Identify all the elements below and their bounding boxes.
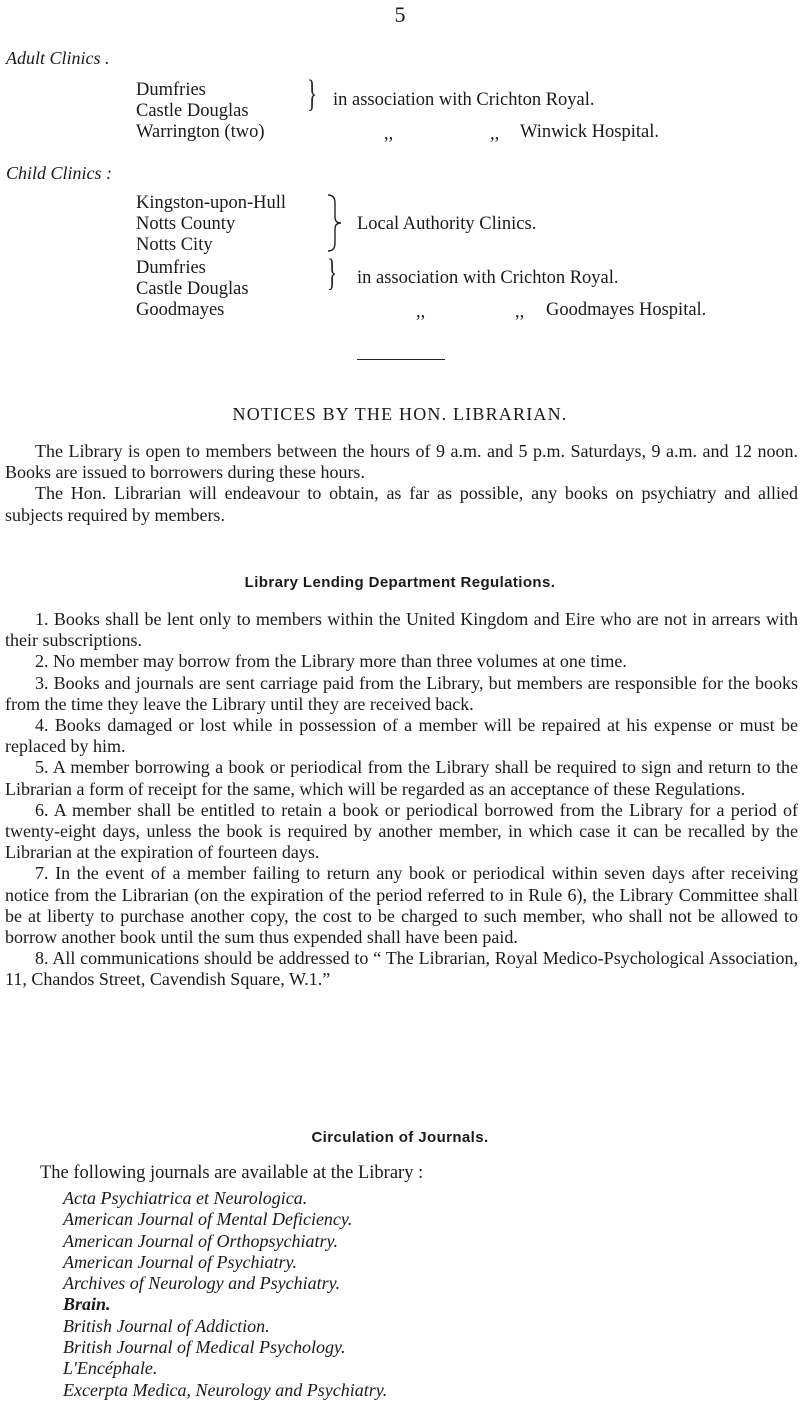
child-clinic-goodmayes: Goodmayes xyxy=(136,300,225,320)
section-divider xyxy=(357,359,445,360)
notices-title: NOTICES BY THE HON. LIBRARIAN. xyxy=(232,404,568,424)
journal-item: American Journal of Mental Deficiency. xyxy=(63,1209,353,1230)
regulation-rule: 2. No member may borrow from the Library more than three volumes at one time. xyxy=(35,651,627,672)
regulations-title: Library Lending Department Regulations. xyxy=(244,574,556,591)
brace-icon: } xyxy=(327,252,338,294)
journal-item: Archives of Neurology and Psychiatry. xyxy=(63,1273,341,1294)
journal-item: Excerpta Medica, Neurology and Psychiatry. xyxy=(63,1379,388,1400)
child-clinics-heading: Child Clinics : xyxy=(6,163,113,183)
journal-item: British Journal of Medical Psychology. xyxy=(63,1337,346,1358)
journal-list xyxy=(63,1188,387,1401)
regulation-rule: 6. A member shall be entitled to retain a book or periodical borrowed from the Library for a period of twenty-eight days, unless the book is required by another member, in which case it can be recalled by the Librarian at the expiration of fourteen days. xyxy=(5,799,798,863)
child-clinic-dumfries: Dumfries xyxy=(136,258,206,278)
child-clinic-hull: Kingston-upon-Hull xyxy=(136,193,287,213)
journal-item: Acta Psychiatrica et Neurologica. xyxy=(63,1188,308,1208)
notices-paragraph: The Library is open to members between the hours of 9 a.m. and 5 p.m. Saturdays, 9 a.m. and 12 noon. Books are issued to borrowers during these hours. xyxy=(5,441,798,483)
journal-item: Brain. xyxy=(63,1294,111,1315)
brace-icon xyxy=(326,193,348,253)
child-goodmayes-note: Goodmayes Hospital. xyxy=(546,300,707,320)
adult-clinic-castle-douglas: Castle Douglas xyxy=(136,101,249,121)
regulations-list xyxy=(5,609,798,991)
journal-item: British Journal of Addiction. xyxy=(63,1315,270,1336)
circulation-intro: The following journals are available at the Library : xyxy=(40,1163,424,1183)
circulation-title: Circulation of Journals. xyxy=(311,1129,489,1146)
adult-clinic-warrington: Warrington (two) xyxy=(136,122,265,142)
adult-group1-note: in association with Crichton Royal. xyxy=(333,90,595,110)
child-group2-note: in association with Crichton Royal. xyxy=(357,268,619,288)
journal-item: L'Encéphale. xyxy=(63,1358,158,1379)
adult-warrington-note: Winwick Hospital. xyxy=(520,122,660,142)
child-clinic-notts-county: Notts County xyxy=(136,214,236,234)
journal-item: American Journal of Orthopsychiatry. xyxy=(63,1230,338,1251)
adult-clinics-heading: Adult Clinics . xyxy=(6,48,110,68)
ditto-mark: ,, xyxy=(416,302,426,322)
page-number: 5 xyxy=(394,2,406,27)
child-group1-note: Local Authority Clinics. xyxy=(357,214,537,234)
regulation-rule: 7. In the event of a member failing to return any book or periodical within seven days after receiving notice from the Librarian (on the expiration of the period referred to in Rule 6), the Library Committee shall be at liberty to purchase another copy, the cost to be charged to such member, who shall not be allowed to borrow another book until the sum thus expended shall have been paid. xyxy=(5,863,798,948)
notices-paragraph: The Hon. Librarian will endeavour to obtain, as far as possible, any books on psychiatry and allied subjects required by members. xyxy=(5,483,798,525)
ditto-mark: ,, xyxy=(384,124,394,144)
journal-item: American Journal of Psychiatry. xyxy=(63,1251,297,1272)
child-clinic-notts-city: Notts City xyxy=(136,235,213,255)
regulation-rule: 8. All communications should be addressed to “ The Librarian, Royal Medico-Psychological Association, 11, Chandos Street, Cavendish Square, W.1.” xyxy=(5,948,798,990)
regulation-rule: 4. Books damaged or lost while in possession of a member will be repaired at his expense or must be replaced by him. xyxy=(5,715,798,757)
adult-clinic-dumfries: Dumfries xyxy=(136,80,206,100)
child-clinic-castle-douglas: Castle Douglas xyxy=(136,279,249,299)
ditto-mark: ,, xyxy=(490,124,500,144)
brace-icon: } xyxy=(307,73,318,115)
notices-body xyxy=(5,441,798,526)
ditto-mark: ,, xyxy=(515,302,525,322)
regulation-rule: 3. Books and journals are sent carriage paid from the Library, but members are responsible for the books from the time they leave the Library until they are received back. xyxy=(5,672,798,714)
regulation-rule: 5. A member borrowing a book or periodical from the Library shall be required to sign and return to the Librarian a form of receipt for the same, which will be regarded as an acceptance of these Regulations. xyxy=(5,757,798,799)
regulation-rule: 1. Books shall be lent only to members within the United Kingdom and Eire who are not in arrears with their subscriptions. xyxy=(5,609,798,651)
